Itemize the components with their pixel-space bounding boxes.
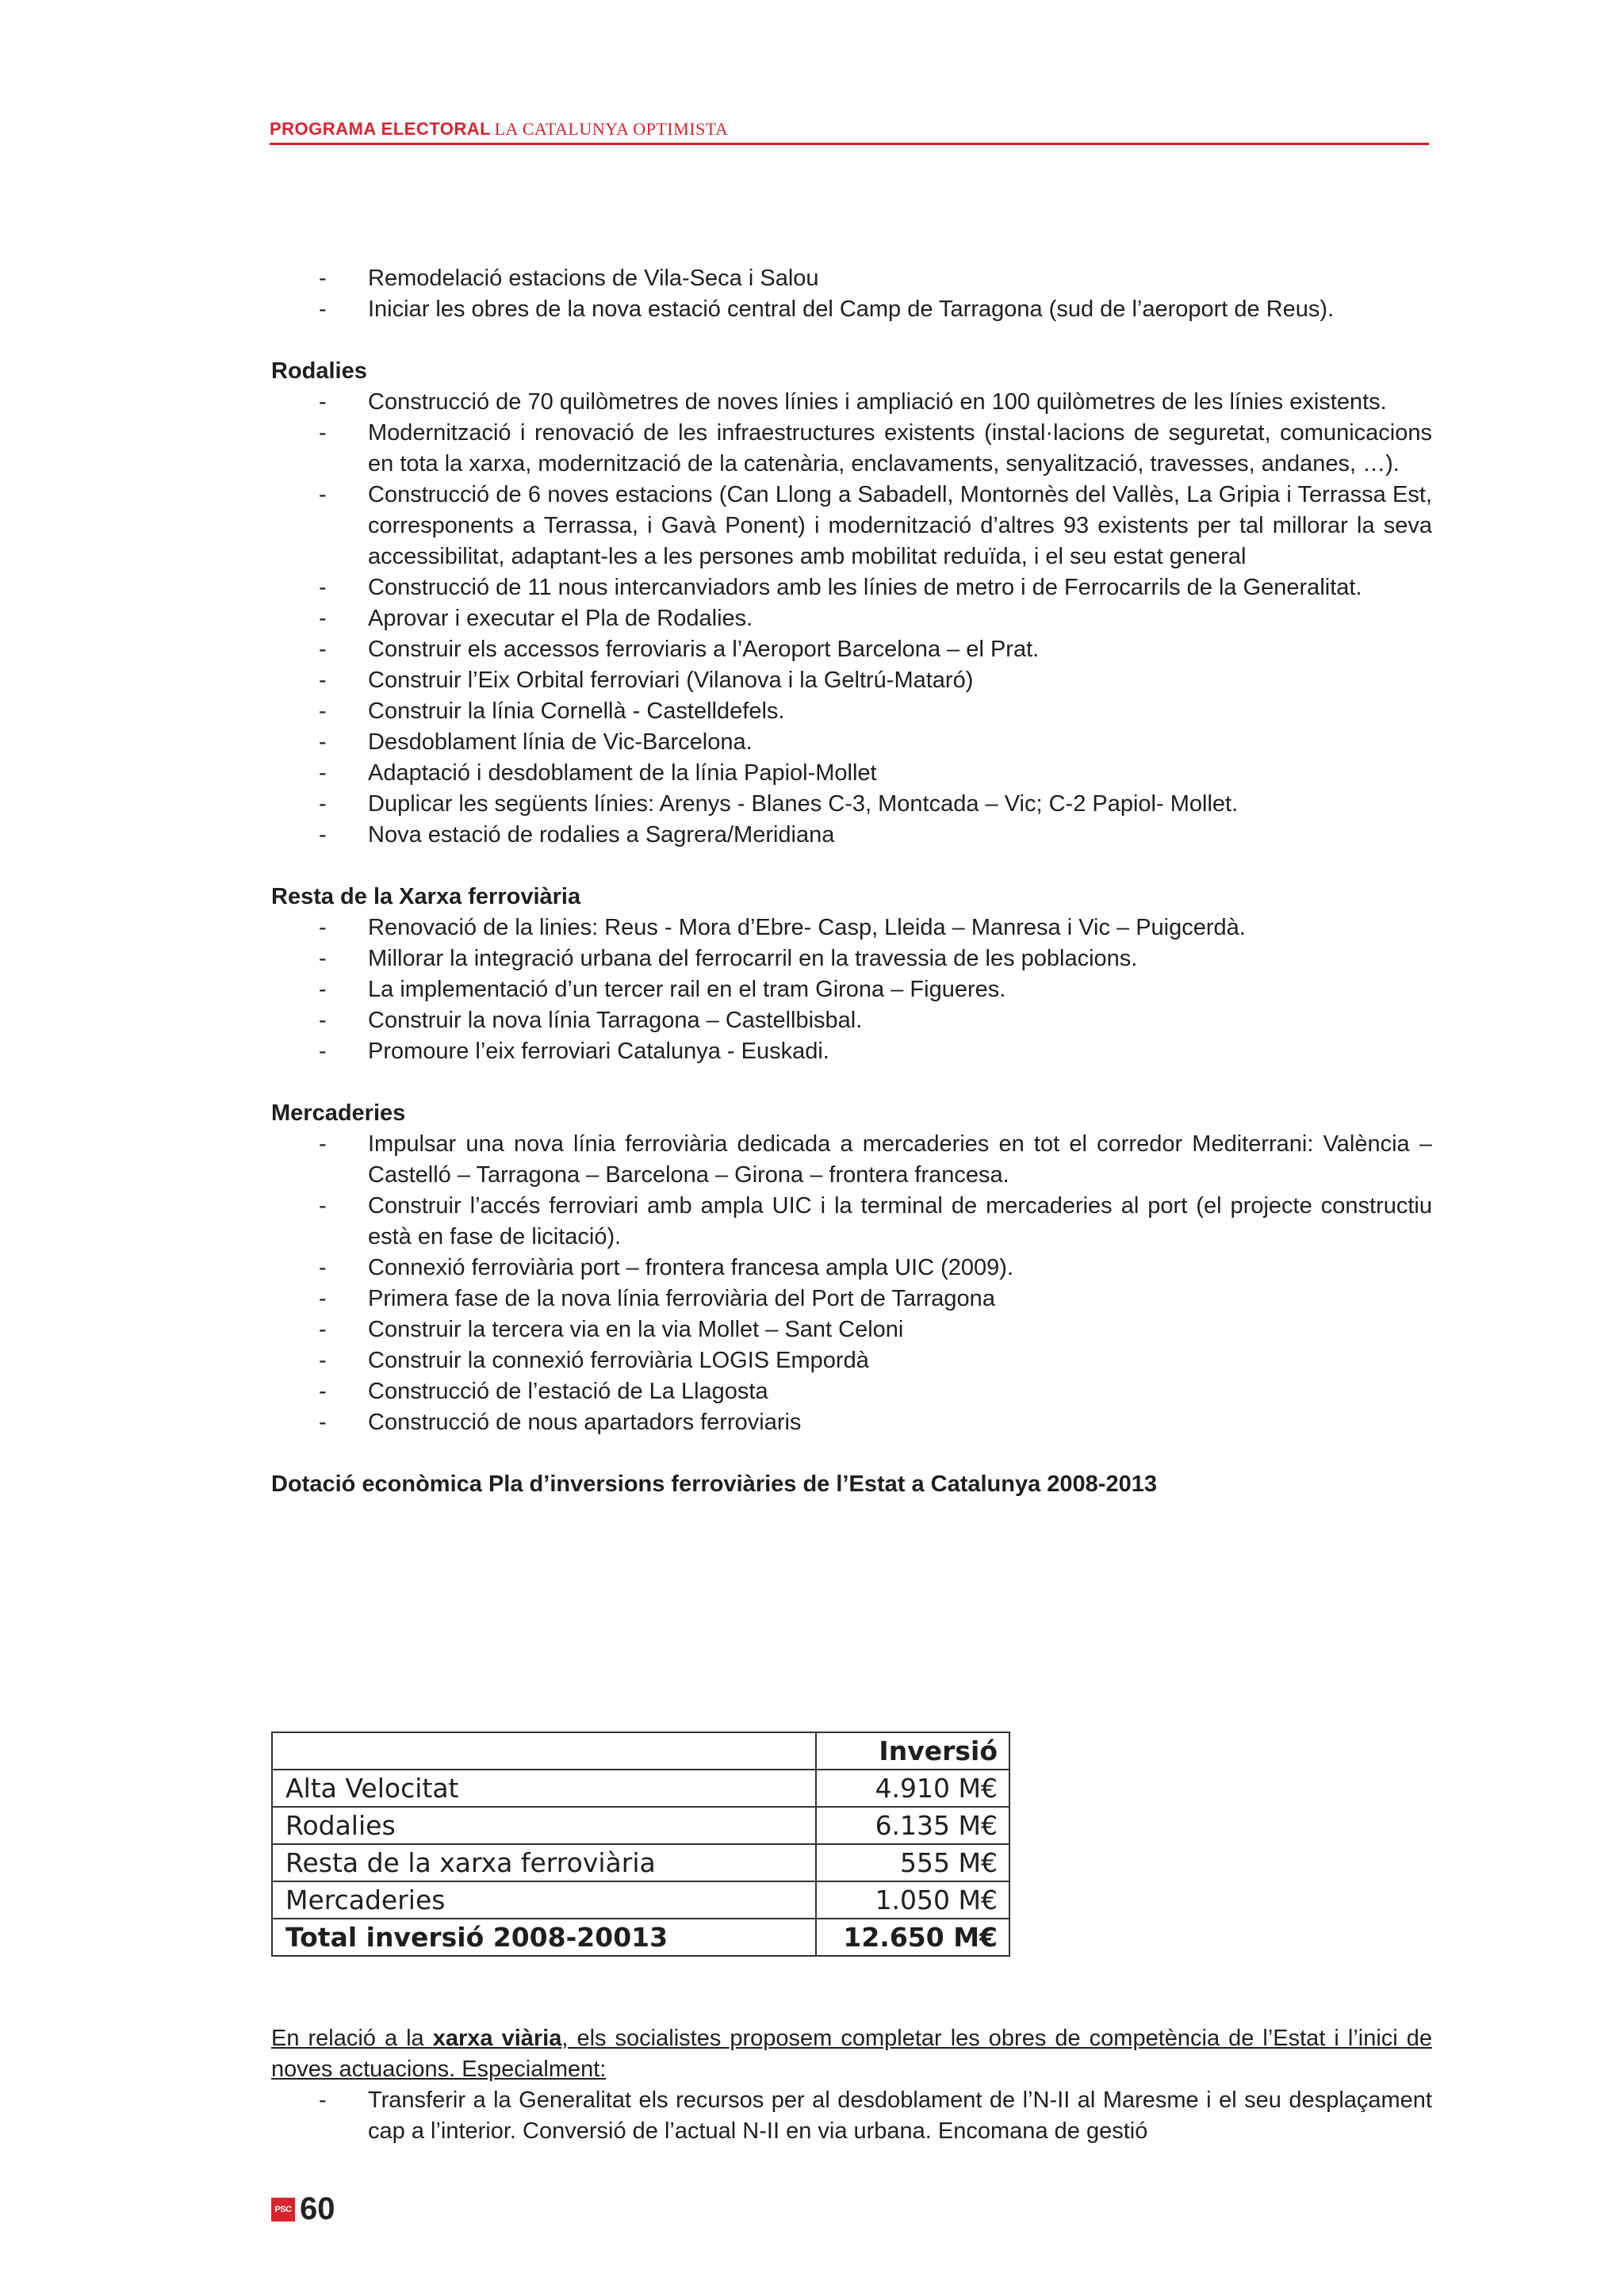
page-number: 60 <box>300 2191 335 2226</box>
list-item: - Impulsar una nova línia ferroviària dedicada a mercaderies en tot el corredor Mediterrani: València – Castelló – Tarragona – Barcelona – Girona – frontera francesa. <box>319 1131 1432 1188</box>
list-item: - Construir l’Eix Orbital ferroviari (Vilanova i la Geltrú-Mataró) <box>319 668 974 693</box>
list-item: - Transferir a la Generalitat els recursos per al desdoblament de l’N-II al Maresme i el seu desplaçament cap a l’interior. Conversió de l’actual N-II en via urbana. Encomana de gestió <box>319 2087 1432 2144</box>
list-item: - Construir la nova línia Tarragona – Castellbisbal. <box>319 1008 863 1033</box>
list-item: - La implementació d’un tercer rail en el tram Girona – Figueres. <box>319 977 1006 1002</box>
list-item: - Desdoblament línia de Vic-Barcelona. <box>319 729 753 755</box>
table-total-label: Total inversió 2008-20013 <box>272 1919 816 1956</box>
section-heading-mercaderies: Mercaderies <box>271 1100 406 1126</box>
investment-table-wrap <box>271 1732 1010 1957</box>
table-row-value: 555 M€ <box>816 1844 1009 1881</box>
list-item: - Nova estació de rodalies a Sagrera/Meridiana <box>319 822 835 848</box>
list-item: - Construir la connexió ferroviària LOGIS Empordà <box>319 1348 869 1373</box>
table-row <box>272 1770 1009 1807</box>
road-network-list <box>271 2085 1432 2147</box>
list-item: - Construir l’accés ferroviari amb ampla UIC i la terminal de mercaderies al port (el projecte constructiu està en fase de licitació). <box>319 1193 1432 1249</box>
bullet-dash: - <box>319 297 327 322</box>
table-row-value: 1.050 M€ <box>816 1881 1009 1919</box>
list-item: - Promoure l’eix ferroviari Catalunya - Euskadi. <box>319 1039 829 1064</box>
list-item: - Iniciar les obres de la nova estació central del Camp de Tarragona (sud de l’aeroport de Reus). <box>271 294 1432 325</box>
table-header-row <box>272 1732 1009 1770</box>
list-item: - Construir els accessos ferroviaris a l’Aeroport Barcelona – el Prat. <box>319 637 1040 662</box>
list-item: - Construcció de nous apartadors ferroviaris <box>319 1410 802 1435</box>
mercaderies-list <box>271 1129 1432 1438</box>
table-row-value: 4.910 M€ <box>816 1770 1009 1807</box>
section-heading-resta-xarxa: Resta de la Xarxa ferroviària <box>271 884 581 909</box>
table-total-row <box>272 1919 1009 1956</box>
header-program-label: PROGRAMA ELECTORAL <box>270 119 492 139</box>
section-heading-rodalies: Rodalies <box>271 358 367 384</box>
list-item: - Construcció de 6 noves estacions (Can Llong a Sabadell, Montornès del Vallès, La Gripia i Terrassa Est, corresponents a Terrassa, i Gavà Ponent) i modernització d’altres 93 existents per tal millorar la seva accessibilitat, adaptant-les a les persones amb mobilitat reduïda, i el seu estat general <box>319 482 1432 569</box>
table-row-label: Resta de la xarxa ferroviària <box>272 1844 816 1881</box>
budget-title: Dotació econòmica Pla d’inversions ferroviàries de l’Estat a Catalunya 2008-2013 <box>271 1471 1157 1497</box>
list-item: - Construir la línia Cornellà - Castelldefels. <box>319 698 785 724</box>
bullet-dash: - <box>319 266 327 291</box>
table-total-value: 12.650 M€ <box>816 1919 1009 1956</box>
list-item: - Construir la tercera via en la via Mollet – Sant Celoni <box>319 1317 904 1342</box>
list-item: - Primera fase de la nova línia ferroviària del Port de Tarragona <box>319 1286 995 1311</box>
list-item: - Adaptació i desdoblament de la línia Papiol-Mollet <box>319 760 877 786</box>
list-item: - Construcció de 11 nous intercanviadors amb les línies de metro i de Ferrocarrils de la Generalitat. <box>319 575 1362 600</box>
resta-xarxa-list <box>271 913 1432 1067</box>
table-row <box>272 1807 1009 1844</box>
road-network-intro: En relació a la xarxa viària, els socialistes proposem completar les obres de competència de l’Estat i l’inici de noves actuacions. Especialment: <box>271 2026 1433 2082</box>
investment-table <box>271 1732 1010 1957</box>
road-network-section <box>271 2023 1432 2147</box>
road-network-keyword: xarxa viària <box>432 2026 562 2051</box>
running-header <box>270 119 1429 145</box>
list-item: - Construcció de 70 quilòmetres de noves línies i ampliació en 100 quilòmetres de les línies existents. <box>319 389 1387 415</box>
intro-list <box>271 263 1432 325</box>
rodalies-list <box>271 387 1432 851</box>
table-row-label: Alta Velocitat <box>272 1770 816 1807</box>
psc-logo: PSC <box>271 2198 295 2221</box>
list-item: - Millorar la integració urbana del ferrocarril en la travessia de les poblacions. <box>319 946 1138 971</box>
list-item: - Remodelació estacions de Vila-Seca i Salou <box>271 263 1432 294</box>
main-content <box>271 263 1432 1500</box>
list-item: - Modernització i renovació de les infraestructures existents (instal·lacions de seguretat, comunicacions en tota la xarxa, modernització de la catenària, enclavaments, senyalització, travesses, andanes, …). <box>319 420 1432 476</box>
list-item: - Connexió ferroviària port – frontera francesa ampla UIC (2009). <box>319 1255 1013 1280</box>
table-row-label: Mercaderies <box>272 1881 816 1919</box>
table-row-label: Rodalies <box>272 1807 816 1844</box>
table-header-blank <box>272 1732 816 1770</box>
list-item: - Duplicar les següents línies: Arenys - Blanes C-3, Montcada – Vic; C-2 Papiol- Mollet. <box>319 791 1239 817</box>
table-header-investment: Inversió <box>816 1732 1009 1770</box>
table-row <box>272 1844 1009 1881</box>
list-item: - Construcció de l’estació de La Llagosta <box>319 1379 768 1404</box>
table-row <box>272 1881 1009 1919</box>
header-title: LA CATALUNYA OPTIMISTA <box>494 119 729 139</box>
list-item: - Aprovar i executar el Pla de Rodalies. <box>319 606 753 631</box>
table-row-value: 6.135 M€ <box>816 1807 1009 1844</box>
list-item: - Renovació de la linies: Reus - Mora d’Ebre- Casp, Lleida – Manresa i Vic – Puigcerdà. <box>319 915 1246 940</box>
